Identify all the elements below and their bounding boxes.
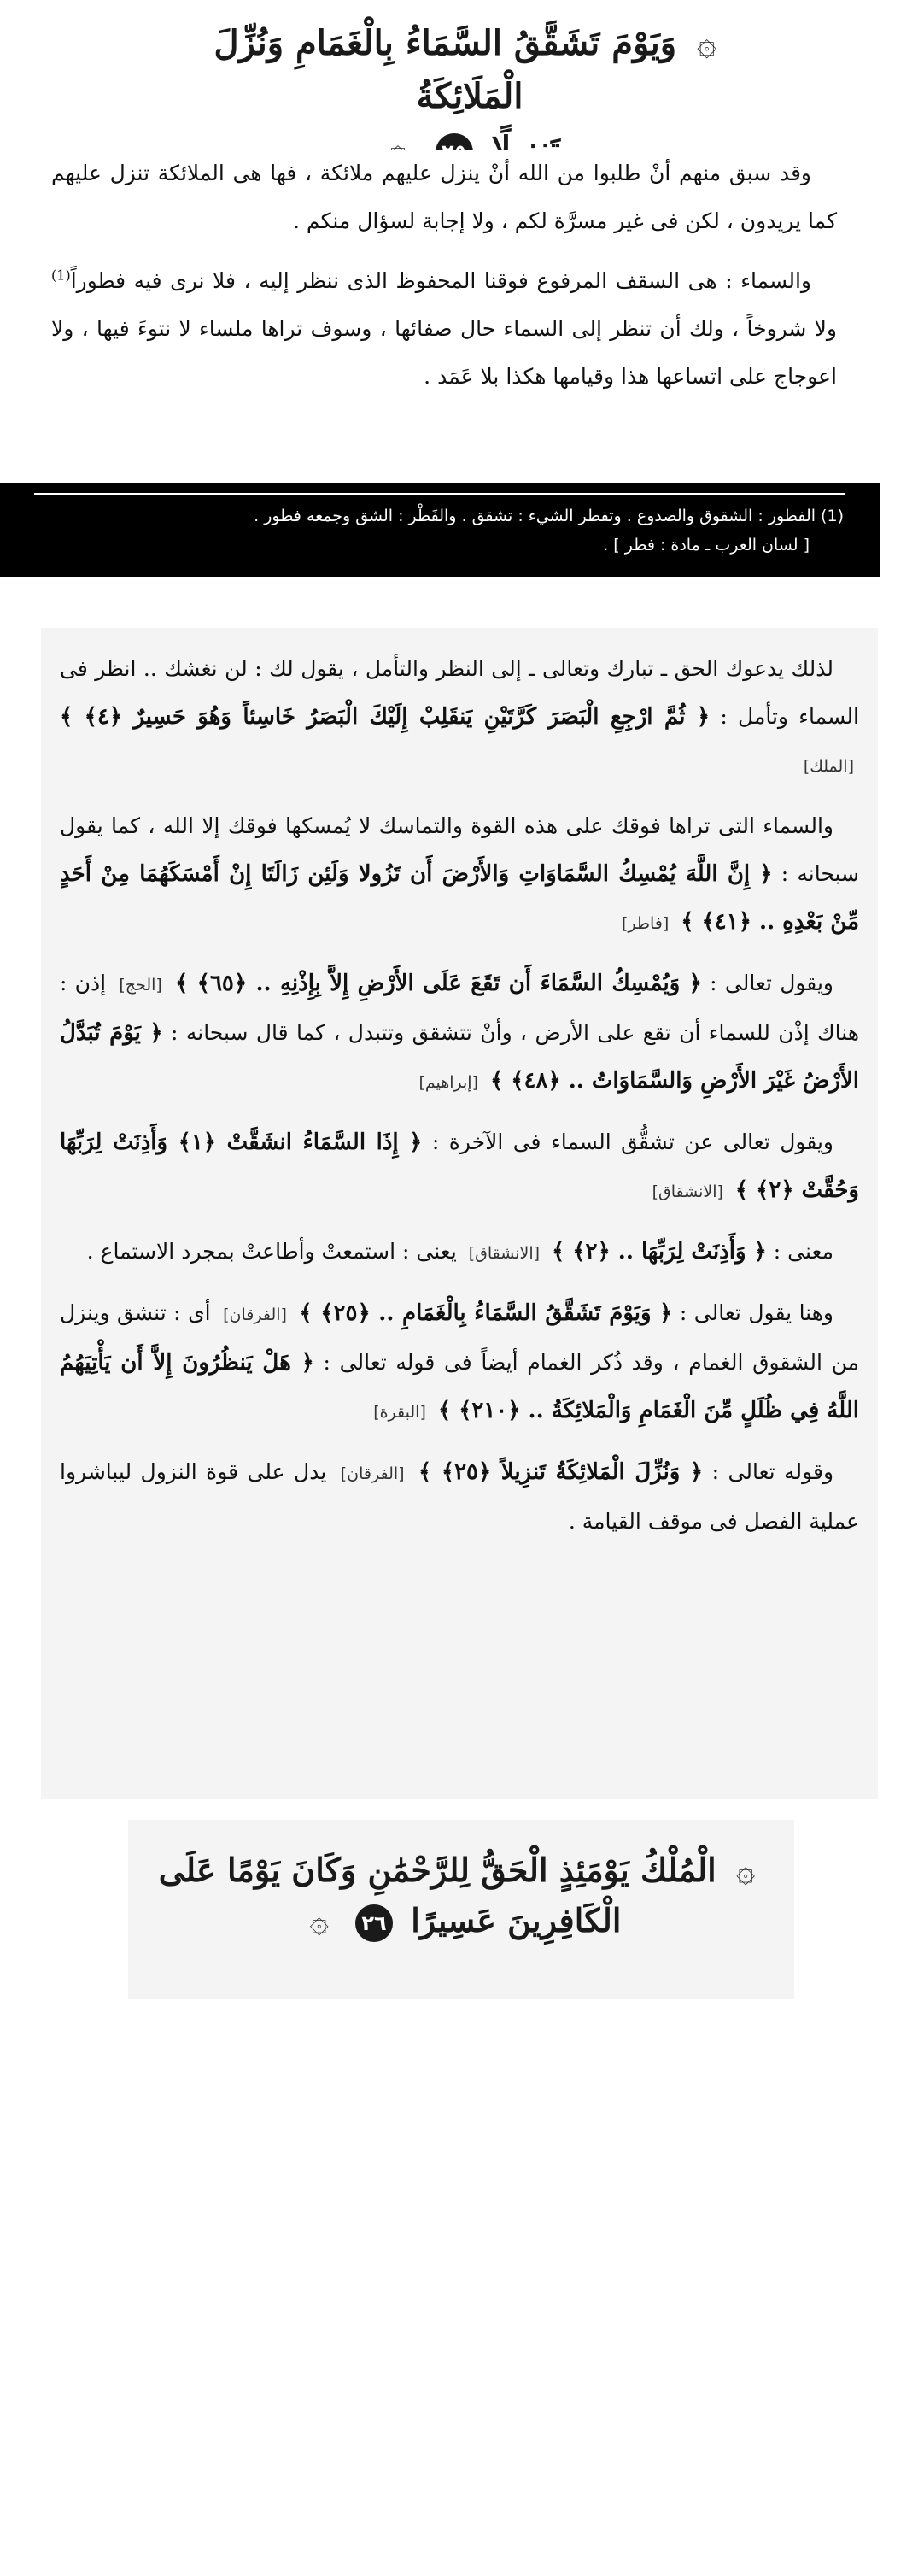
top-verse-line-1: ۞ وَيَوْمَ تَشَقَّقُ السَّمَاءُ بِالْغَمَامِ وَنُزِّلَ الْمَلَائِكَةُ <box>171 17 769 123</box>
quran-quote: ﴿ وَأَذِنَتْ لِرَبِّهَا .. ﴿٢﴾ ﴾ <box>552 1239 767 1265</box>
quran-quote: ﴿ وَيَوْمَ تَشَقَّقُ السَّمَاءُ بِالْغَمَامِ .. ﴿٢٥﴾ ﴾ <box>299 1300 673 1326</box>
footnote-line-2: [ لسان العرب ـ مادة : فطر ] . <box>603 536 810 555</box>
ornament-icon: ۞ <box>309 1901 329 1939</box>
quran-quote: ﴿ وَنُزِّلَ الْمَلائِكَةُ تَنزِيلاً ﴿٢٥﴾ ﴾ <box>418 1459 704 1485</box>
quran-quote: ﴿ هَلْ يَنظُرُونَ إِلاَّ أَن يَأْتِيَهُمُ اللَّهُ فِي ظُلَلٍ مِّنَ الْغَمَامِ وَالْمَلائِكَةُ .. ﴿٢١٠﴾ ﴾ <box>60 1350 859 1423</box>
ornament-icon: ۞ <box>735 1851 756 1889</box>
footnote-line-1: (1) الفطور : الشقوق والصدوع . وتفطر الشيء : تشقق . والفَطْر : الشق وجمعه فطور . <box>254 507 844 525</box>
paragraph: وهنا يقول تعالى : ﴿ وَيَوْمَ تَشَقَّقُ السَّمَاءُ بِالْغَمَامِ .. ﴿٢٥﴾ ﴾ [الفرقان] أى : تنشق وينزل من الشقوق الغمام ، وقد ذُكر الغمام أيضاً فى قوله تعالى : ﴿ هَلْ يَنظُرُونَ إِلاَّ أَن يَأْتِيَهُمُ اللَّهُ فِي ظُلَلٍ مِّنَ الْغَمَامِ وَالْمَلائِكَةُ .. ﴿٢١٠﴾ ﴾ [البقرة] <box>60 1300 859 1423</box>
surah-reference: [فاطر] <box>622 914 670 933</box>
surah-reference: [الحج] <box>119 976 162 995</box>
quran-quote: ﴿ إِذَا السَّمَاءُ انشَقَّتْ ﴿١﴾ وَأَذِنَتْ لِرَبِّهَا وَحُقَّتْ ﴿٢﴾ ﴾ <box>60 1130 859 1203</box>
top-verse-heading-panel <box>171 17 769 145</box>
quran-quote: ﴿ ثُمَّ ارْجِعِ الْبَصَرَ كَرَّتَيْنِ يَنقَلِبْ إِلَيْكَ الْبَصَرُ خَاسِئاً وَهُوَ حَسِيرٌ ﴿٤﴾ ﴾ <box>60 704 711 730</box>
bottom-verse-line-2: الْكَافِرِينَ عَسِيرًا ٢٦ ۞ <box>128 1896 794 1946</box>
surah-reference: [الفرقان] <box>340 1464 405 1483</box>
ornament-icon: ۞ <box>697 24 717 63</box>
verse-number-badge: ٢٦ <box>355 1904 393 1942</box>
paragraph: والسماء : هى السقف المرفوع فوقنا المحفوظ الذى ننظر إليه ، فلا نرى فيه فطوراً$^{(1)}$ ولا شروخاً ، ولك أن تنظر إلى السماء حال صفائها ، وسوف تراها ملساء لا نتوءَ فيها ، ولا اعوجاج على اتساعها هذا وقيامها هكذا بلا عَمَد . <box>51 267 837 389</box>
paragraph: معنى : ﴿ وَأَذِنَتْ لِرَبِّهَا .. ﴿٢﴾ ﴾ [الانشقاق] يعنى : استمعتْ وأطاعتْ بمجرد الاستماع . <box>86 1239 833 1265</box>
paragraph: لذلك يدعوك الحق ـ تبارك وتعالى ـ إلى النظر والتأمل ، يقول لك : لن نغشك .. انظر فى السماء وتأمل : ﴿ ثُمَّ ارْجِعِ الْبَصَرَ كَرَّتَيْنِ يَنقَلِبْ إِلَيْكَ الْبَصَرُ خَاسِئاً وَهُوَ حَسِيرٌ ﴿٤﴾ ﴾ [الملك] <box>60 656 859 776</box>
quran-quote: ﴿ يَوْمَ تُبَدَّلُ الأَرْضُ غَيْرَ الأَرْضِ وَالسَّمَاوَاتُ .. ﴿٤٨﴾ ﴾ <box>60 1020 859 1094</box>
surah-reference: [الملك] <box>803 757 854 776</box>
bottom-verse-heading <box>128 1845 794 1946</box>
surah-reference: [الانشقاق] <box>468 1244 541 1263</box>
footnote-marker: (1) <box>51 267 71 284</box>
paragraph: ويقول تعالى عن تشقُّق السماء فى الآخرة : ﴿ إِذَا السَّمَاءُ انشَقَّتْ ﴿١﴾ وَأَذِنَتْ لِرَبِّهَا وَحُقَّتْ ﴿٢﴾ ﴾ [الانشقاق] <box>60 1130 859 1203</box>
surah-reference: [البقرة] <box>373 1403 426 1422</box>
surah-reference: [الانشقاق] <box>652 1182 723 1201</box>
top-commentary <box>51 150 837 478</box>
bottom-verse-heading-panel <box>128 1820 794 1999</box>
bottom-verse-line-1: ۞ الْمُلْكُ يَوْمَئِذٍ الْحَقُّ لِلرَّحْمَٰنِ وَكَانَ يَوْمًا عَلَى <box>128 1845 794 1896</box>
surah-reference: [إبراهيم] <box>418 1073 478 1092</box>
quran-quote: ﴿ إِنَّ اللَّهَ يُمْسِكُ السَّمَاوَاتِ وَالأَرْضَ أَن تَزُولا وَلَئِن زَالَتَا إِنْ أَمْسَكَهُمَا مِنْ أَحَدٍ مِّنْ بَعْدِهِ .. ﴿٤١﴾ ﴾ <box>60 861 859 935</box>
paragraph: وقوله تعالى : ﴿ وَنُزِّلَ الْمَلائِكَةُ تَنزِيلاً ﴿٢٥﴾ ﴾ [الفرقان] يدل على قوة النزول ليباشروا عملية الفصل فى موقف القيامة . <box>60 1459 859 1534</box>
footnote-band <box>0 483 880 577</box>
quran-quote: ﴿ وَيُمْسِكُ السَّمَاءَ أَن تَقَعَ عَلَى الأَرْضِ إِلاَّ بِإِذْنِهِ .. ﴿٦٥﴾ ﴾ <box>175 971 702 996</box>
surah-reference: [الفرقان] <box>223 1306 287 1324</box>
paragraph: وقد سبق منهم أنْ طلبوا من الله أنْ ينزل عليهم ملائكة ، فها هى الملائكة تنزل عليهم كما يريدون ، لكن فى غير مسرَّة لكم ، ولا إجابة لسؤال منكم . <box>51 161 837 233</box>
main-commentary <box>41 628 878 1799</box>
paragraph: ويقول تعالى : ﴿ وَيُمْسِكُ السَّمَاءَ أَن تَقَعَ عَلَى الأَرْضِ إِلاَّ بِإِذْنِهِ .. ﴿٦٥﴾ ﴾ [الحج] إذن : هناك إذْن للسماء أن تقع على الأرض ، وأنْ تتشقق وتتبدل ، كما قال سبحانه : ﴿ يَوْمَ تُبَدَّلُ الأَرْضُ غَيْرَ الأَرْضِ وَالسَّمَاوَاتُ .. ﴿٤٨﴾ ﴾ [إبراهيم] <box>60 971 859 1094</box>
paragraph: والسماء التى تراها فوقك على هذه القوة والتماسك لا يُمسكها فوقك إلا الله ، كما يقول سبحانه : ﴿ إِنَّ اللَّهَ يُمْسِكُ السَّمَاوَاتِ وَالأَرْضَ أَن تَزُولا وَلَئِن زَالَتَا إِنْ أَمْسَكَهُمَا مِنْ أَحَدٍ مِّنْ بَعْدِهِ .. ﴿٤١﴾ ﴾ [فاطر] <box>60 813 859 935</box>
footnote-rule <box>34 493 845 495</box>
